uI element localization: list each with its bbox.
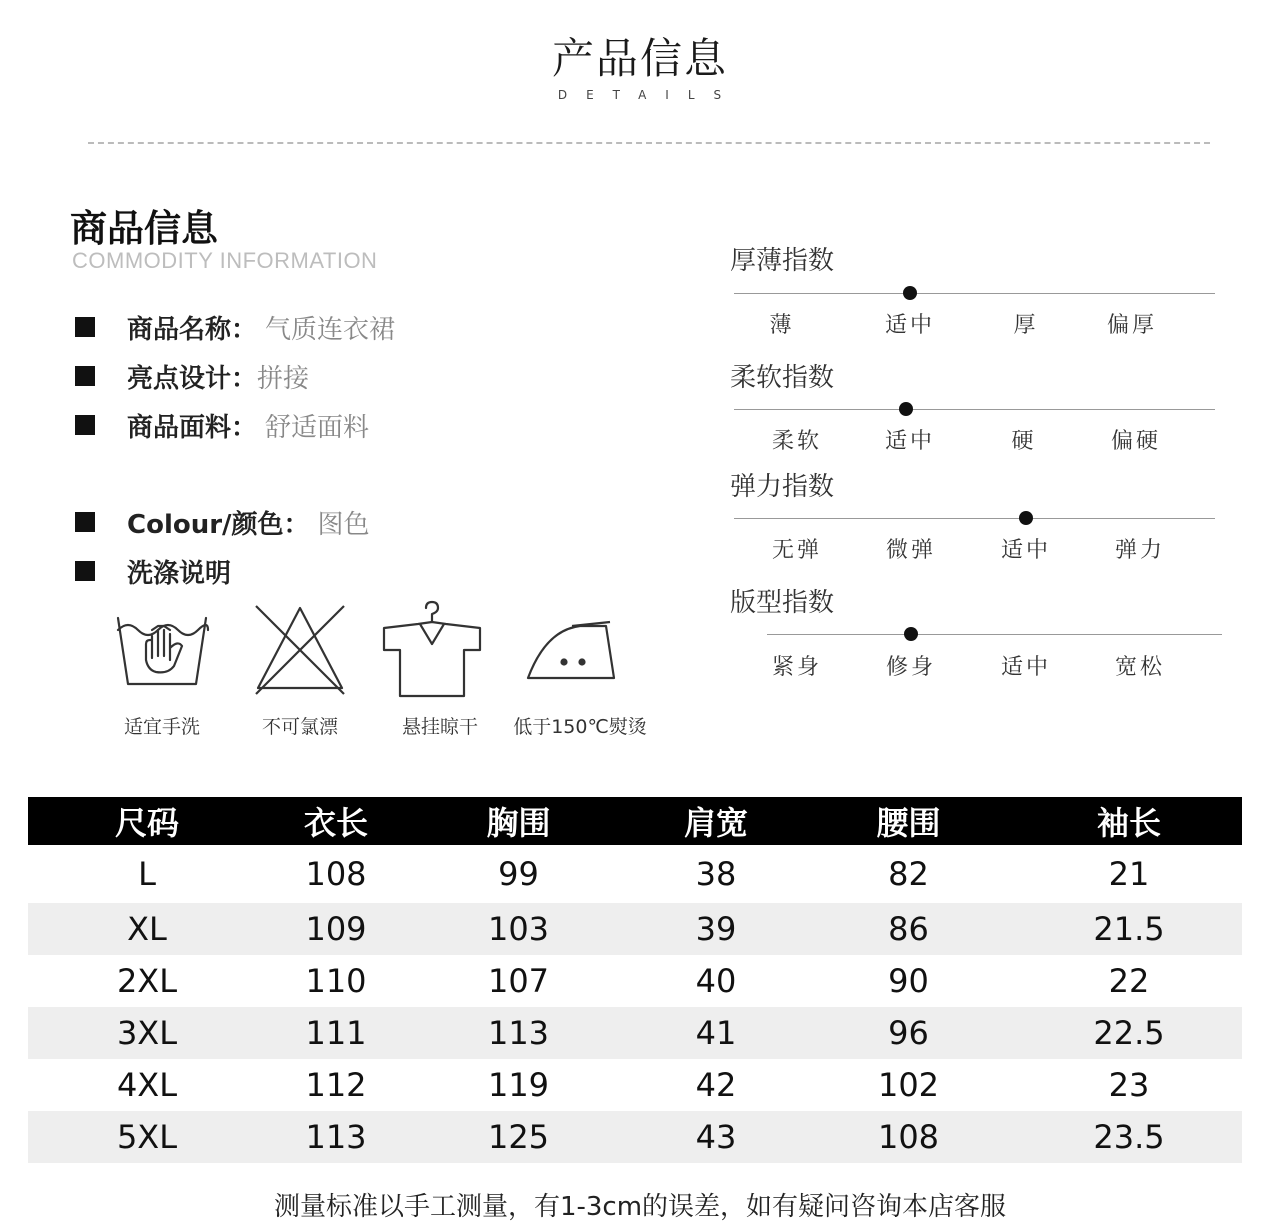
- table-cell: 82: [888, 855, 929, 893]
- index-title-fit: 版型指数: [730, 588, 835, 618]
- table-cell: 113: [406, 1007, 631, 1059]
- header-divider: [88, 142, 1210, 144]
- index-label: 柔软: [771, 429, 823, 454]
- table-cell: 86: [801, 903, 1016, 955]
- info-row-fabric: [75, 408, 369, 442]
- index-marker: [1019, 511, 1033, 525]
- index-label: 修身: [885, 655, 937, 680]
- index-scale-line: [734, 409, 1215, 410]
- column-header: 胸围: [406, 797, 631, 845]
- column-header: 袖长: [1016, 797, 1242, 845]
- care-label: 低于150℃熨烫: [513, 716, 647, 738]
- table-row: [28, 1111, 1242, 1163]
- index-title-thickness: 厚薄指数: [730, 246, 835, 276]
- table-row: [28, 845, 1242, 903]
- table-row: [28, 1007, 1242, 1059]
- index-label: 微弹: [885, 538, 937, 563]
- index-label: 紧身: [771, 655, 823, 680]
- index-marker: [899, 402, 913, 416]
- table-cell: 102: [877, 1066, 940, 1104]
- table-cell: 21: [1108, 855, 1150, 893]
- index-label: 适中: [884, 313, 936, 338]
- info-label: 商品名称：: [127, 314, 258, 345]
- no-bleach-icon: [250, 600, 350, 700]
- table-row: [28, 955, 1242, 1007]
- table-cell: 111: [266, 1007, 406, 1059]
- bullet-icon: [75, 366, 95, 386]
- bullet-icon: [75, 561, 95, 581]
- index-scale-line: [767, 634, 1222, 635]
- index-label: 适中: [1000, 538, 1052, 563]
- index-label: 薄: [769, 313, 795, 338]
- index-marker: [903, 286, 917, 300]
- table-cell: 112: [305, 1066, 367, 1104]
- table-cell: 113: [266, 1111, 406, 1163]
- table-cell: 103: [406, 903, 631, 955]
- table-cell: 40: [695, 962, 737, 1000]
- table-cell: 38: [695, 855, 737, 893]
- page-title: 产品信息: [551, 34, 728, 83]
- index-scale-line: [734, 293, 1215, 294]
- table-cell: 108: [305, 855, 367, 893]
- table-cell: 23: [1108, 1066, 1150, 1104]
- table-cell: 3XL: [28, 1007, 266, 1059]
- table-cell: 2XL: [116, 962, 178, 1000]
- table-cell: 23.5: [1016, 1111, 1242, 1163]
- index-scale-line: [734, 518, 1215, 519]
- index-title-elasticity: 弹力指数: [730, 472, 835, 502]
- info-label: 商品面料：: [127, 412, 258, 443]
- section-subtitle: COMMODITY INFORMATION: [72, 248, 378, 273]
- info-row-washing: [75, 554, 231, 588]
- table-cell: 22: [1108, 962, 1150, 1000]
- column-header: 腰围: [801, 797, 1016, 845]
- info-row-colour: [75, 505, 370, 539]
- table-header-row: [28, 797, 1242, 845]
- table-cell: 42: [695, 1066, 737, 1104]
- info-row-design: [75, 359, 309, 393]
- index-label: 偏硬: [1110, 429, 1162, 454]
- table-cell: 125: [406, 1111, 631, 1163]
- page-subtitle: DETAILS: [557, 88, 741, 102]
- table-cell: XL: [28, 903, 266, 955]
- table-cell: 110: [305, 962, 367, 1000]
- iron-icon: [522, 600, 622, 700]
- info-value: 气质连衣裙: [265, 314, 396, 345]
- index-marker: [904, 627, 918, 641]
- column-header: 尺码: [28, 797, 266, 845]
- table-cell: 99: [498, 855, 539, 893]
- column-header: 肩宽: [631, 797, 801, 845]
- info-value: 拼接: [257, 363, 310, 394]
- table-cell: 43: [631, 1111, 801, 1163]
- hang-dry-icon: [382, 600, 482, 700]
- table-cell: 108: [801, 1111, 1016, 1163]
- bullet-icon: [75, 512, 95, 532]
- index-label: 无弹: [771, 538, 823, 563]
- footnote: 测量标准以手工测量，有1-3cm的误差，如有疑问咨询本店客服: [273, 1192, 1007, 1222]
- index-label: 适中: [1000, 655, 1052, 680]
- table-cell: 22.5: [1016, 1007, 1242, 1059]
- column-header: 衣长: [266, 797, 406, 845]
- info-value: 舒适面料: [265, 412, 370, 443]
- table-cell: 90: [888, 962, 929, 1000]
- bullet-icon: [75, 415, 95, 435]
- section-title: 商品信息: [70, 207, 218, 250]
- index-label: 偏厚: [1106, 313, 1158, 338]
- table-cell: 4XL: [116, 1066, 178, 1104]
- table-cell: 21.5: [1016, 903, 1242, 955]
- care-label: 适宜手洗: [123, 716, 200, 738]
- index-title-softness: 柔软指数: [730, 363, 835, 393]
- table-cell: 5XL: [28, 1111, 266, 1163]
- info-row-name: [75, 310, 395, 344]
- info-label: Colour/颜色：: [127, 509, 310, 540]
- index-label: 厚: [1013, 313, 1039, 338]
- bullet-icon: [75, 317, 95, 337]
- info-label: 亮点设计：: [127, 363, 258, 394]
- table-cell: 109: [266, 903, 406, 955]
- table-cell: 39: [631, 903, 801, 955]
- table-cell: L: [138, 855, 156, 893]
- care-label: 不可氯漂: [261, 716, 338, 738]
- hand-wash-icon: [112, 600, 212, 700]
- index-label: 硬: [1011, 429, 1037, 454]
- table-row: [28, 903, 1242, 955]
- table-row: [28, 1059, 1242, 1111]
- info-label: 洗涤说明: [127, 558, 232, 589]
- table-cell: 107: [487, 962, 550, 1000]
- table-cell: 41: [631, 1007, 801, 1059]
- table-cell: 96: [801, 1007, 1016, 1059]
- care-label: 悬挂晾干: [401, 716, 478, 738]
- index-label: 弹力: [1114, 538, 1166, 563]
- index-label: 适中: [884, 429, 936, 454]
- table-cell: 119: [487, 1066, 550, 1104]
- size-table: [28, 797, 1242, 1163]
- index-label: 宽松: [1114, 655, 1166, 680]
- info-value: 图色: [317, 509, 370, 540]
